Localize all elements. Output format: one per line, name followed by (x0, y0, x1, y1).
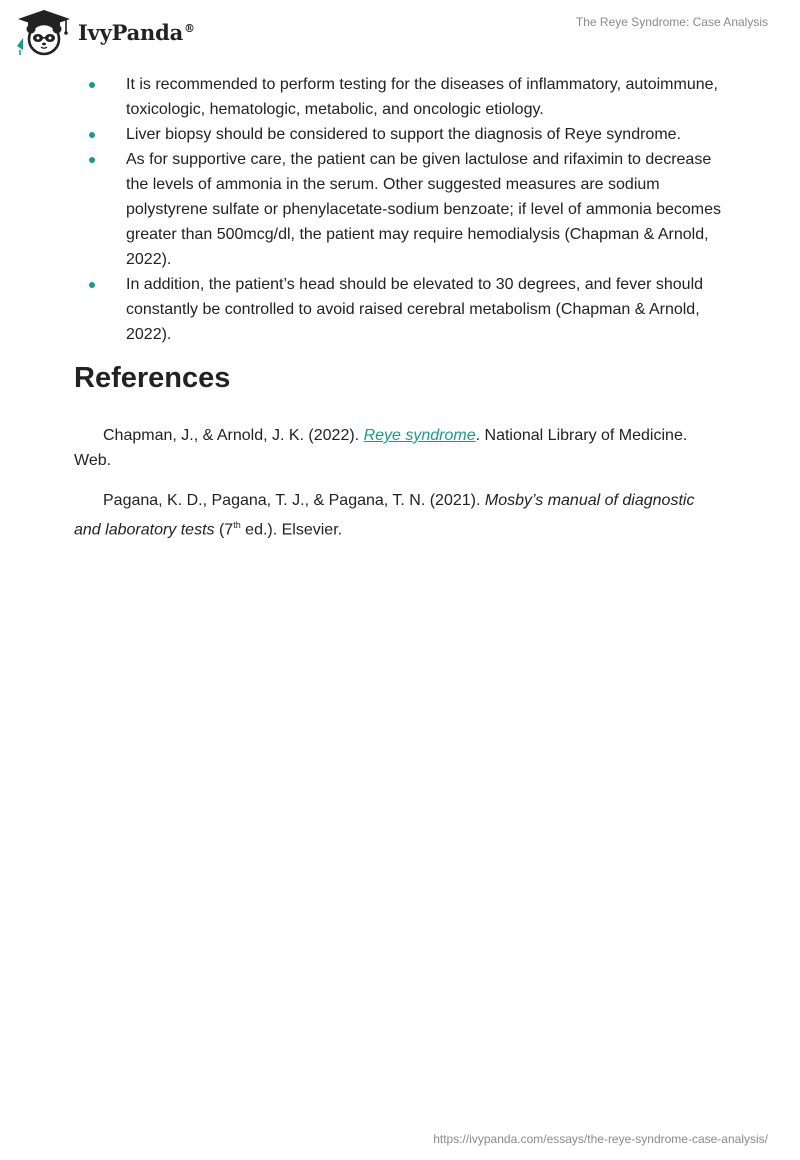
list-item (74, 147, 734, 272)
bullet-icon (89, 282, 95, 288)
reference-entry (74, 488, 724, 542)
list-item-text: In addition, the patient’s head should be elevated to 30 degrees, and fever should constantly be controlled to avoid raised cerebral metabolism (Chapman & Arnold, 2022). (126, 276, 704, 343)
reference-edition: (7 (214, 521, 234, 539)
panda-graduate-icon (14, 8, 74, 56)
list-item (74, 122, 734, 147)
recommendation-list (74, 72, 734, 347)
reference-authors: Pagana, K. D., Pagana, T. J., & Pagana, T. N. (2021). (103, 492, 485, 509)
reference-link[interactable]: Reye syndrome (363, 427, 476, 444)
document-title: The Reye Syndrome: Case Analysis (575, 15, 768, 29)
list-item-text: It is recommended to perform testing for the diseases of inflammatory, autoimmune, toxicologic, hematologic, metabolic, and oncologic etiology. (126, 76, 718, 118)
list-item (74, 272, 734, 347)
reference-publisher: ed.). Elsevier. (240, 521, 343, 539)
brand-name: IvyPanda® (78, 19, 195, 45)
reference-authors: Chapman, J., & Arnold, J. K. (2022). (103, 427, 364, 444)
bullet-icon (89, 82, 95, 88)
references-heading: References (74, 362, 231, 394)
page-header (0, 0, 800, 70)
list-item-text: Liver biopsy should be considered to support the diagnosis of Reye syndrome. (126, 126, 681, 143)
reference-entry (74, 423, 724, 473)
edition-ordinal: th (233, 520, 241, 530)
reference-title: Mosby’s manual of diagnostic and laboratory tests (74, 492, 695, 539)
footer-url[interactable]: https://ivypanda.com/essays/the-reye-syndrome-case-analysis/ (433, 1132, 768, 1146)
reference-source: . National Library of Medicine. Web. (74, 427, 688, 469)
ivypanda-logo[interactable] (14, 8, 195, 56)
list-item-text: As for supportive care, the patient can be given lactulose and rifaximin to decrease the levels of ammonia in the serum. Other suggested measures are sodium polystyrene sulfate or phenylacetate-sodium benzoate; if level of ammonia becomes greater than 500mcg/dl, the patient may require hemodialysis (Chapman & Arnold, 2022). (126, 151, 721, 268)
list-item (74, 72, 734, 122)
bullet-icon (89, 157, 95, 163)
bullet-icon (89, 132, 95, 138)
